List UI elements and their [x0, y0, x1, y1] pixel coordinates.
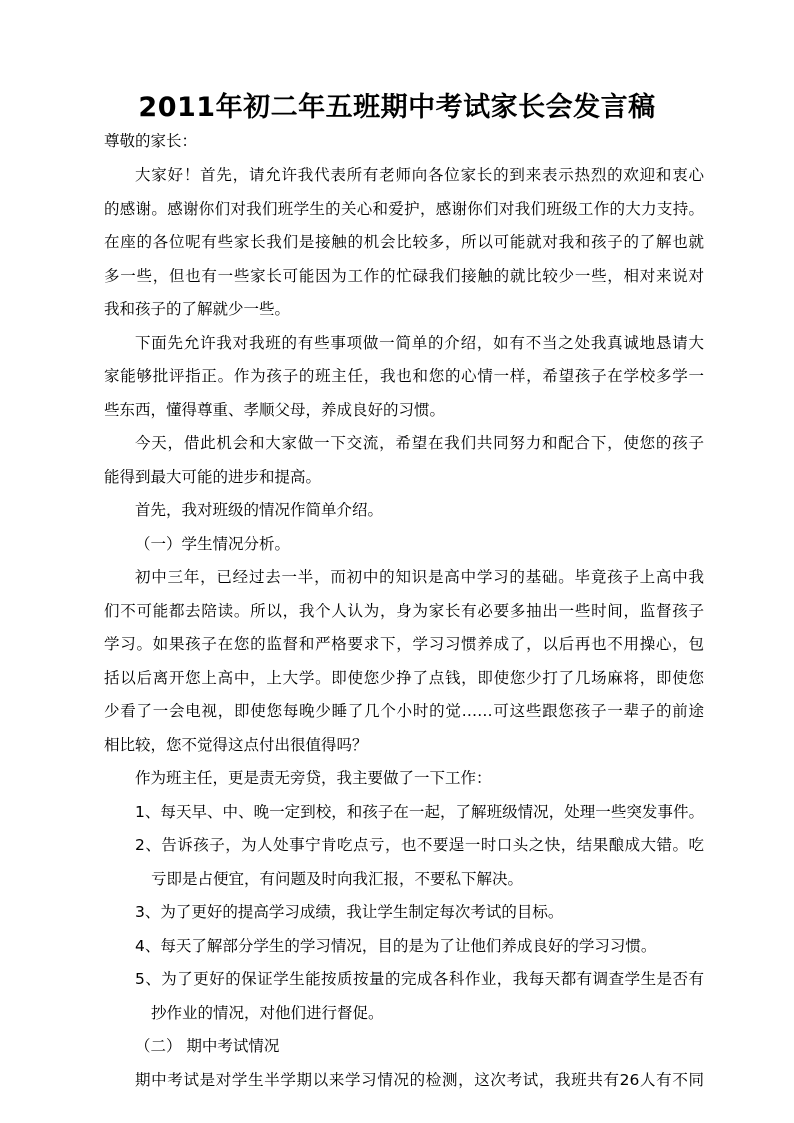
- paragraph-line: 初中三年，已经过去一半，而初中的知识是高中学习的基础。毕竟孩子上高中我: [135, 568, 704, 586]
- paragraph-line: 括以后离开您上高中，上大学。即使您少挣了点钱，即使您少打了几场麻将，即使您: [104, 669, 704, 687]
- list-item: 1、每天早、中、晚一定到校，和孩子在一起，了解班级情况，处理一些突发事件。: [135, 803, 704, 821]
- salutation: 尊敬的家长：: [104, 132, 198, 150]
- paragraph-line: 们不可能都去陪读。所以，我个人认为，身为家长有必要多抽出一些时间，监督孩子: [104, 602, 704, 620]
- paragraph-line: 大家好！首先，请允许我代表所有老师向各位家长的到来表示热烈的欢迎和衷心: [135, 166, 704, 184]
- paragraph-line: 期中考试是对学生半学期以来学习情况的检测，这次考试，我班共有26人有不同: [135, 1071, 704, 1089]
- paragraph-line: 家能够批评指正。作为孩子的班主任，我也和您的心情一样，希望孩子在学校多学一: [104, 367, 704, 385]
- section-heading: （二） 期中考试情况: [135, 1037, 280, 1055]
- paragraph-line: 下面先允许我对我班的有些事项做一简单的介绍，如有不当之处我真诚地恳请大: [135, 334, 704, 352]
- list-item: 3、为了更好的提高学习成绩，我让学生制定每次考试的目标。: [135, 903, 564, 921]
- list-item: 2、告诉孩子，为人处事宁肯吃点亏，也不要逞一时口头之快，结果酿成大错。吃: [135, 836, 704, 854]
- paragraph-line: 能得到最大可能的进步和提高。: [104, 468, 322, 486]
- paragraph-line: 我和孩子的了解就少一些。: [104, 300, 291, 318]
- paragraph-line: 首先，我对班级的情况作简单介绍。: [135, 501, 384, 519]
- paragraph-line: 相比较，您不觉得这点付出很值得吗？: [104, 736, 368, 754]
- list-item: 5、为了更好的保证学生能按质按量的完成各科作业，我每天都有调查学生是否有: [135, 970, 704, 988]
- paragraph-line: 的感谢。感谢你们对我们班学生的关心和爱护，感谢你们对我们班级工作的大力支持。: [104, 200, 704, 218]
- section-heading: （一）学生情况分析。: [135, 535, 291, 553]
- list-item-continuation: 亏即是占便宜，有问题及时向我汇报，不要私下解决。: [151, 870, 524, 888]
- list-item-continuation: 抄作业的情况，对他们进行督促。: [151, 1004, 384, 1022]
- paragraph-line: 作为班主任，更是责无旁贷，我主要做了一下工作：: [135, 769, 492, 787]
- paragraph-line: 多一些，但也有一些家长可能因为工作的忙碌我们接触的就比较少一些，相对来说对: [104, 267, 704, 285]
- paragraph-line: 在座的各位呢有些家长我们是接触的机会比较多，所以可能就对我和孩子的了解也就: [104, 233, 704, 251]
- list-item: 4、每天了解部分学生的学习情况，目的是为了让他们养成良好的学习习惯。: [135, 937, 657, 955]
- paragraph-line: 今天，借此机会和大家做一下交流，希望在我们共同努力和配合下，使您的孩子: [135, 434, 704, 452]
- paragraph-line: 些东西，懂得尊重、孝顺父母，养成良好的习惯。: [104, 401, 446, 419]
- paragraph-line: 少看了一会电视，即使您每晚少睡了几个小时的觉……可这些跟您孩子一辈子的前途: [104, 702, 704, 720]
- paragraph-line: 学习。如果孩子在您的监督和严格要求下，学习习惯养成了，以后再也不用操心，包: [104, 635, 704, 653]
- page-title: 2011年初二年五班期中考试家长会发言稿: [138, 92, 656, 123]
